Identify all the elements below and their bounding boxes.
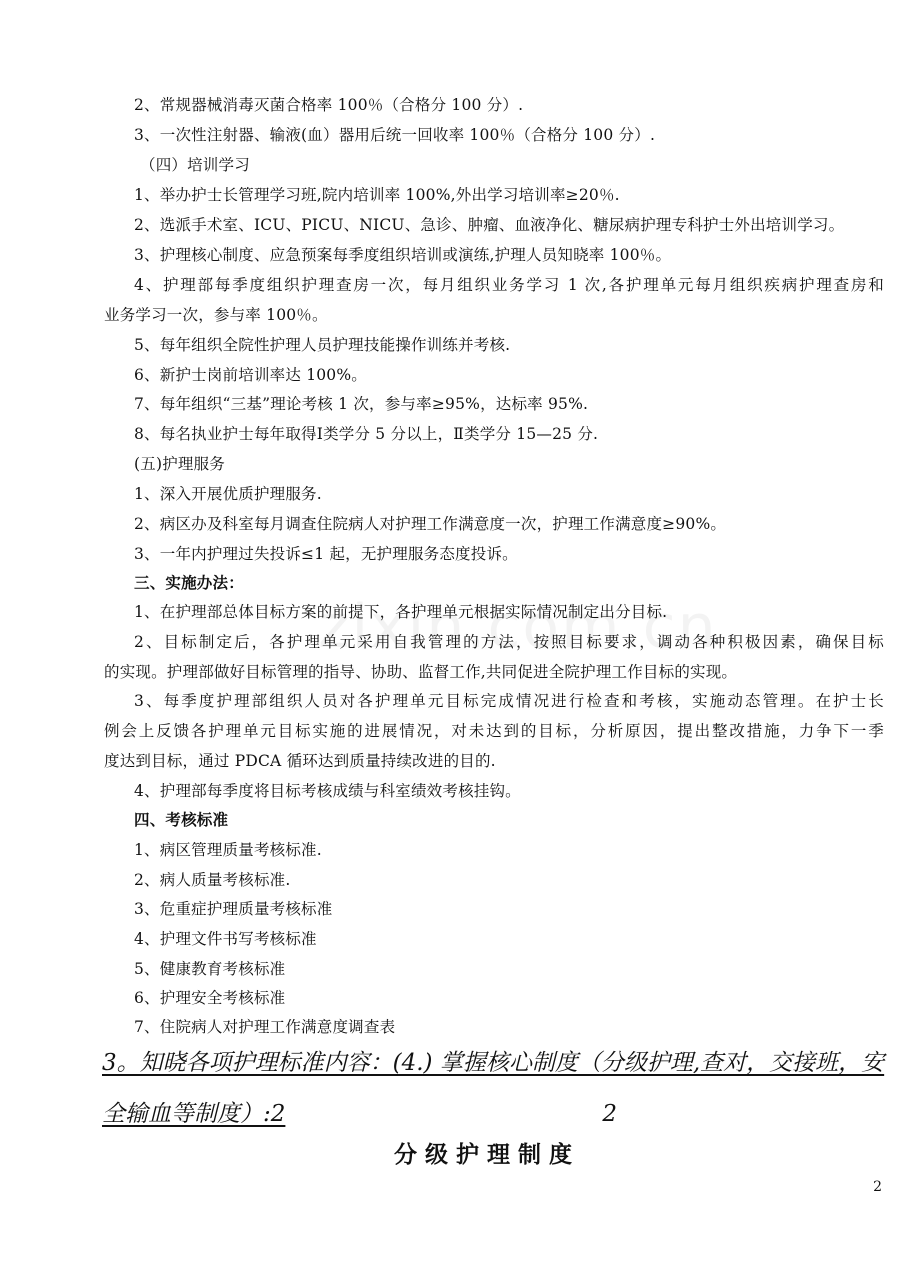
text-line: 7、每年组织“三基”理论考核 1 次，参与率≥95%，达标率 95%.	[134, 395, 589, 413]
text-line: 4、护理文件书写考核标准	[134, 930, 317, 948]
text-line: 3、每季度护理部组织人员对各护理单元目标完成情况进行检查和考核，实施动态管理。在护士长	[134, 692, 884, 710]
section-heading-assessment: 四、考核标准	[134, 810, 229, 829]
text-line: 1、在护理部总体目标方案的前提下，各护理单元根据实际情况制定出分目标.	[134, 603, 668, 621]
text-line: 2、病人质量考核标准.	[134, 871, 291, 889]
text-line: 3、护理核心制度、应急预案每季度组织培训或演练,护理人员知晓率 100％。	[134, 246, 672, 264]
text-line: 5、每年组织全院性护理人员护理技能操作训练并考核.	[134, 336, 511, 354]
text-line: 2、常规器械消毒灭菌合格率 100％（合格分 100 分）.	[134, 96, 524, 114]
toc-entry-text: 全输血等制度）:2	[102, 1101, 286, 1127]
section-heading-service: (五)护理服务	[134, 455, 225, 473]
text-line: 例会上反馈各护理单元目标实施的进展情况，对未达到的目标，分析原因，提出整改措施，力争下一季	[104, 722, 884, 740]
toc-entry-line-2[interactable]	[102, 1100, 617, 1128]
text-line: 3、一次性注射器、输液(血）器用后统一回收率 100％（合格分 100 分）.	[134, 126, 656, 144]
text-line: 7、住院病人对护理工作满意度调查表	[134, 1018, 396, 1036]
page-heading: 分级护理制度	[394, 1142, 580, 1168]
text-line: 1、举办护士长管理学习班,院内培训率 100%,外出学习培训率≥20％.	[134, 186, 620, 204]
text-line: 业务学习一次，参与率 100％。	[104, 306, 328, 324]
text-line: 5、健康教育考核标准	[134, 960, 286, 978]
text-line: 6、护理安全考核标准	[134, 989, 286, 1007]
text-line: 度达到目标，通过 PDCA 循环达到质量持续改进的目的.	[104, 752, 496, 770]
toc-entry-line-1[interactable]: 3。知晓各项护理标准内容：(4.) 掌握核心制度（分级护理,查对，交接班，安	[102, 1050, 885, 1076]
text-line: 8、每名执业护士每年取得Ⅰ类学分 5 分以上，Ⅱ类学分 15—25 分.	[134, 425, 599, 443]
text-line: 6、新护士岗前培训率达 100%。	[134, 366, 368, 384]
text-line: 3、一年内护理过失投诉≤1 起，无护理服务态度投诉。	[134, 545, 518, 563]
page-number: 2	[873, 1179, 882, 1195]
section-heading-implementation: 三、实施办法：	[134, 573, 244, 592]
text-line: 的实现。护理部做好目标管理的指导、协助、监督工作,共同促进全院护理工作目标的实现。	[104, 663, 738, 681]
text-line: 4、护理部每季度将目标考核成绩与科室绩效考核挂钩。	[134, 782, 521, 800]
text-line: 3、危重症护理质量考核标准	[134, 900, 333, 918]
section-heading-training: （四）培训学习	[140, 156, 250, 174]
text-line: 2、选派手术室、ICU、PICU、NICU、急诊、肿瘤、血液净化、糖尿病护理专科护士外出培训学习。	[134, 216, 845, 234]
text-line: 1、深入开展优质护理服务.	[134, 485, 322, 503]
text-line: 1、病区管理质量考核标准.	[134, 841, 322, 859]
text-line: 2、目标制定后，各护理单元采用自我管理的方法，按照目标要求，调动各种积极因素，确保目标	[134, 633, 884, 651]
text-line: 2、病区办及科室每月调查住院病人对护理工作满意度一次，护理工作满意度≥90%。	[134, 515, 727, 533]
text-line: 4、护理部每季度组织护理查房一次，每月组织业务学习 1 次,各护理单元每月组织疾病护理查房和	[134, 276, 884, 294]
toc-page-number: 2	[602, 1101, 617, 1127]
